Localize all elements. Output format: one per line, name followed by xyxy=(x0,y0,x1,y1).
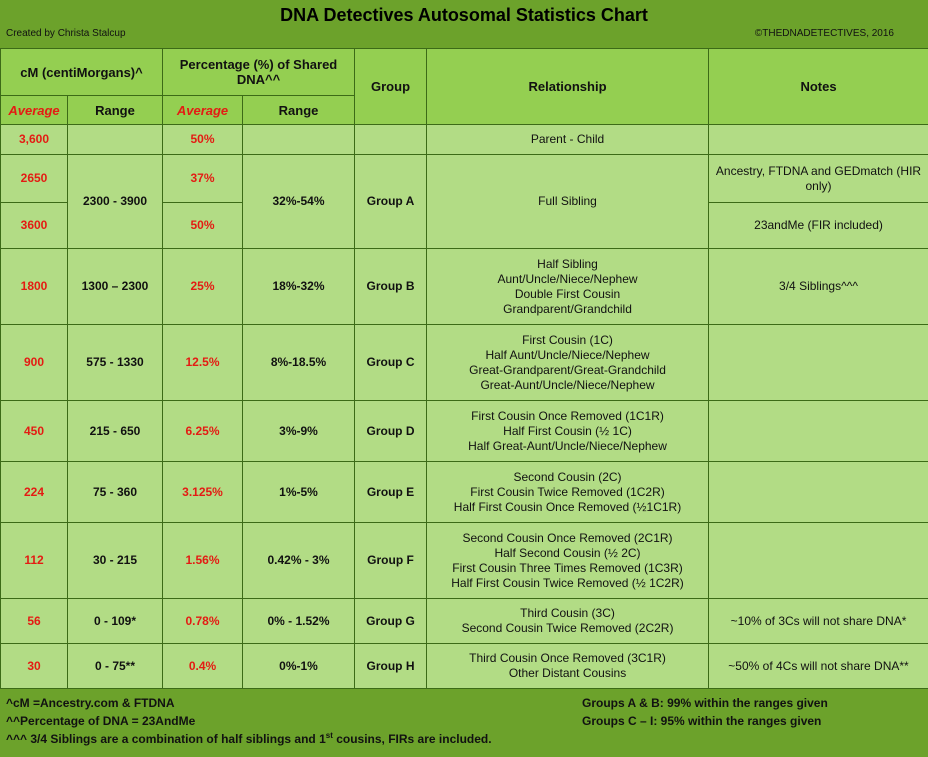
relationship-cell: Full Sibling xyxy=(427,155,709,249)
cm-range-cell: 0 - 109* xyxy=(68,599,163,644)
credit-text: Created by Christa Stalcup xyxy=(6,28,126,39)
table-row xyxy=(1,325,928,401)
relationship-line: Great-Grandparent/Great-Grandchild xyxy=(469,362,666,377)
relationship-cell xyxy=(427,644,709,689)
pct-average-cell: 0.78% xyxy=(163,599,243,644)
group-cell: Group G xyxy=(355,599,427,644)
relationship-line: Half Aunt/Uncle/Niece/Nephew xyxy=(485,347,650,362)
pct-range-cell xyxy=(243,125,355,155)
cm-header: cM (centiMorgans)^ xyxy=(1,49,163,96)
pct-average-cell: 1.56% xyxy=(163,523,243,599)
relationship-line: Half Sibling xyxy=(537,256,598,271)
group-cell xyxy=(355,125,427,155)
notes-cell: 23andMe (FIR included) xyxy=(709,203,928,249)
footnote-cm: ^cM =Ancestry.com & FTDNA xyxy=(6,696,175,710)
table-row xyxy=(1,125,928,155)
relationship-line: First Cousin Twice Removed (1C2R) xyxy=(470,484,665,499)
notes-cell xyxy=(709,125,928,155)
pct-range-cell: 0% - 1.52% xyxy=(243,599,355,644)
stats-table xyxy=(0,48,928,689)
cm-average-cell: 3600 xyxy=(1,203,68,249)
cm-range-cell: 30 - 215 xyxy=(68,523,163,599)
notes-cell xyxy=(709,401,928,462)
relationship-line: Aunt/Uncle/Niece/Nephew xyxy=(497,271,638,286)
relationship-line: First Cousin (1C) xyxy=(522,332,613,347)
notes-cell: ~10% of 3Cs will not share DNA* xyxy=(709,599,928,644)
group-cell: Group C xyxy=(355,325,427,401)
pct-range-header: Range xyxy=(243,96,355,125)
relationship-cell xyxy=(427,462,709,523)
table-row xyxy=(1,462,928,523)
footnote-percentage: ^^Percentage of DNA = 23AndMe xyxy=(6,714,196,728)
relationship-line: Second Cousin (2C) xyxy=(513,469,622,484)
notes-cell: 3/4 Siblings^^^ xyxy=(709,249,928,325)
notes-cell xyxy=(709,325,928,401)
relationship-line: Double First Cousin xyxy=(514,286,621,301)
pct-average-cell: 3.125% xyxy=(163,462,243,523)
relationship-line: Other Distant Cousins xyxy=(508,666,627,680)
relationship-line: Half First Cousin Twice Removed (½ 1C2R) xyxy=(451,575,684,590)
notes-cell xyxy=(709,462,928,523)
cm-average-cell: 2650 xyxy=(1,155,68,203)
pct-average-cell: 50% xyxy=(163,203,243,249)
cm-average-cell: 112 xyxy=(1,523,68,599)
relationship-line: Great-Aunt/Uncle/Niece/Nephew xyxy=(480,377,655,392)
pct-average-header: Average xyxy=(163,96,243,125)
pct-average-cell: 6.25% xyxy=(163,401,243,462)
footer-notes xyxy=(0,690,928,757)
pct-range-cell: 18%-32% xyxy=(243,249,355,325)
notes-cell xyxy=(709,523,928,599)
footnote-groups-ab: Groups A & B: 99% within the ranges given xyxy=(582,696,828,710)
pct-range-cell: 32%-54% xyxy=(243,155,355,249)
cm-average-cell: 56 xyxy=(1,599,68,644)
cm-average-cell: 900 xyxy=(1,325,68,401)
relationship-cell xyxy=(427,401,709,462)
relationship-line: First Cousin Once Removed (1C1R) xyxy=(471,408,664,423)
relationship-line: Third Cousin (3C) xyxy=(520,606,615,620)
relationship-line: Half First Cousin (½ 1C) xyxy=(503,423,632,438)
table-row xyxy=(1,155,928,203)
relationship-line: Grandparent/Grandchild xyxy=(503,301,632,316)
cm-average-cell: 30 xyxy=(1,644,68,689)
cm-range-cell: 215 - 650 xyxy=(68,401,163,462)
notes-cell: Ancestry, FTDNA and GEDmatch (HIR only) xyxy=(709,155,928,203)
relationship-line: Half First Cousin Once Removed (½1C1R) xyxy=(453,499,682,514)
cm-range-cell: 75 - 360 xyxy=(68,462,163,523)
relationship-line: Third Cousin Once Removed (3C1R) xyxy=(469,651,666,665)
header xyxy=(0,0,928,48)
relationship-cell xyxy=(427,599,709,644)
copyright-text: ©THEDNADETECTIVES, 2016 xyxy=(754,28,894,39)
group-cell: Group A xyxy=(355,155,427,249)
group-header: Group xyxy=(355,49,427,125)
pct-average-cell: 50% xyxy=(163,125,243,155)
cm-range-cell: 1300 – 2300 xyxy=(68,249,163,325)
relationship-header: Relationship xyxy=(427,49,709,125)
group-cell: Group E xyxy=(355,462,427,523)
page-title: DNA Detectives Autosomal Statistics Chart xyxy=(280,5,648,25)
relationship-cell xyxy=(427,523,709,599)
relationship-line: Second Cousin Once Removed (2C1R) xyxy=(462,530,673,545)
cm-range-header: Range xyxy=(68,96,163,125)
table-row xyxy=(1,249,928,325)
footnote-siblings xyxy=(6,732,492,746)
relationship-line: Second Cousin Twice Removed (2C2R) xyxy=(461,621,674,635)
cm-average-cell: 1800 xyxy=(1,249,68,325)
cm-range-cell xyxy=(68,125,163,155)
notes-header: Notes xyxy=(709,49,928,125)
group-cell: Group F xyxy=(355,523,427,599)
footnote-siblings-sup: st xyxy=(325,731,333,740)
relationship-cell xyxy=(427,325,709,401)
group-cell: Group H xyxy=(355,644,427,689)
notes-cell: ~50% of 4Cs will not share DNA** xyxy=(709,644,928,689)
pct-range-cell: 0.42% - 3% xyxy=(243,523,355,599)
pct-range-cell: 3%-9% xyxy=(243,401,355,462)
cm-average-cell: 450 xyxy=(1,401,68,462)
pct-average-cell: 0.4% xyxy=(163,644,243,689)
table-row xyxy=(1,644,928,689)
relationship-line: First Cousin Three Times Removed (1C3R) xyxy=(452,560,683,575)
relationship-line: Half Great-Aunt/Uncle/Niece/Nephew xyxy=(468,438,667,453)
footnote-groups-ci: Groups C – I: 95% within the ranges given xyxy=(582,714,822,728)
table-row xyxy=(1,401,928,462)
pct-average-cell: 25% xyxy=(163,249,243,325)
table-row xyxy=(1,599,928,644)
cm-average-header: Average xyxy=(1,96,68,125)
relationship-line: Half Second Cousin (½ 2C) xyxy=(494,545,641,560)
footnote-siblings-text: ^^^ 3/4 Siblings are a combination of half siblings and 1 xyxy=(6,732,326,746)
table-row xyxy=(1,523,928,599)
relationship-cell: Parent - Child xyxy=(427,125,709,155)
cm-range-cell: 2300 - 3900 xyxy=(68,155,163,249)
footnote-siblings-tail: cousins, FIRs are included. xyxy=(332,732,492,746)
pct-range-cell: 8%-18.5% xyxy=(243,325,355,401)
pct-range-cell: 0%-1% xyxy=(243,644,355,689)
pct-header: Percentage (%) of Shared DNA^^ xyxy=(163,49,355,96)
cm-range-cell: 0 - 75** xyxy=(68,644,163,689)
relationship-cell xyxy=(427,249,709,325)
cm-range-cell: 575 - 1330 xyxy=(68,325,163,401)
cm-average-cell: 3,600 xyxy=(1,125,68,155)
cm-average-cell: 224 xyxy=(1,462,68,523)
group-cell: Group D xyxy=(355,401,427,462)
pct-average-cell: 37% xyxy=(163,155,243,203)
pct-range-cell: 1%-5% xyxy=(243,462,355,523)
pct-average-cell: 12.5% xyxy=(163,325,243,401)
group-cell: Group B xyxy=(355,249,427,325)
